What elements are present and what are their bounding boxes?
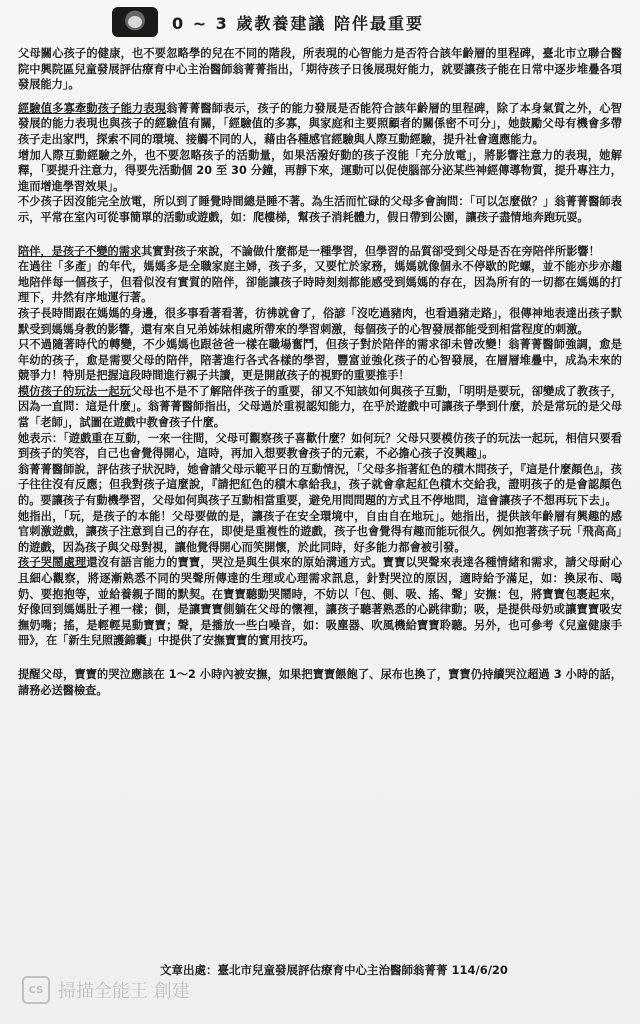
paragraph-5 xyxy=(18,244,622,260)
paragraph-8: 只不過隨著時代的轉變，不少媽媽也跟爸爸一樣在職場奮鬥，但孩子對於陪伴的需求卻未曾改變！翁菁菁醫師強調，愈是年幼的孩子，愈是需要父母的陪伴，陪著進行各式各樣的學習，豐富並強化孩子的心智發展，在層層堆疊中，成為未來的競爭力！特別是把握這段時間進行親子共讀，更是開啟孩子的視野的重要推手！ xyxy=(18,338,622,383)
paragraph-9-text: 父母也不是不了解陪伴孩子的重要，卻又不知該如何與孩子互動，「明明是要玩，卻變成了教孩子，因為一直問：這是什麼」。翁菁菁醫師指出，父母過於重視認知能力，在乎於遊戲中可讓孩子學到什麼，於是常玩的是父母當「老師」，試圖在遊戲中教會孩子什麼。 xyxy=(18,384,622,430)
paragraph-3: 增加人際互動經驗之外，也不要忽略孩子的活動量，如果活潑好動的孩子沒能「充分放電」，將影響注意力的表現，她解釋，「要提升注意力，得要先活動個 20 至 30 分鐘，再靜下來，運動可以促使腦部分泌某些神經傳導物質，提升專注力，進而增進學習效果」。 xyxy=(18,148,622,193)
paragraph-11: 翁菁菁醫師說，評估孩子狀況時，她會請父母示範平日的互動情況，「父母多指著紅色的積木問孩子，『這是什麼顏色』，孩子往往沒有反應；但我對孩子這麼說，『請把紅色的積木拿給我』，孩子就會拿起紅色積木交給我，證明孩子的是會認顏色的。要讓孩子有動機學習，父母如何與孩子互動相當重要，避免用問問題的方式且不停地問，這會讓孩子不想再玩下去」。 xyxy=(18,462,622,508)
camscanner-icon: CS xyxy=(22,976,50,1004)
paragraph-13-text: 還沒有語言能力的寶寶，哭泣是與生俱來的原始溝通方式。寶寶以哭聲來表達各種情緒和需求，請父母耐心且細心觀察，將逐漸熟悉不同的哭聲所傳達的生理或心理需求訊息，針對哭泣的原因，適時給予滿足，如：換尿布、喝奶、要抱抱等，並給養親子間的默契。在寶寶聽動哭鬧時，不妨以「包、側、吸、搖、聲」安撫：包，將寶寶包裹起來，好像回到媽媽肚子裡一樣；側，是讓寶寶側躺在父母的懷裡，讓孩子聽著熟悉的心跳律動；吸，是提供母奶或讓寶寶吸安撫奶嘴；搖，是輕輕晃動寶寶；聲，是播放一些白噪音，如：吸塵器、吹風機給寶寶聆聽。另外，也可參考《兒童健康手冊》，在「新生兒照護錦囊」中提供了安撫寶寶的實用技巧。 xyxy=(18,556,622,648)
paragraph-2 xyxy=(18,101,622,148)
paragraph-13-heading: 孩子哭鬧處理 xyxy=(18,556,87,570)
logo-image xyxy=(112,7,158,37)
paragraph-7: 孩子長時間跟在媽媽的身邊，很多事看著看著，彷彿就會了，俗諺「沒吃過豬肉，也看過豬走路」，很傳神地表達出孩子默默受到媽媽身教的影響，還有來自兄弟姊妹相處所帶來的學習刺激，每個孩子的心智發展都能受到相當程度的刺激。 xyxy=(18,306,622,336)
paragraph-12: 她指出，「玩，是孩子的本能！父母要做的是，讓孩子在安全環境中，自由自在地玩」。她指出，提供該年齡層有興趣的感官刺激遊戲，讓孩子注意到自己的存在，即使是重複性的遊戲，孩子也會覺得有趣而能玩很久。例如抱著孩子玩「飛高高」的遊戲，因為孩子與父母對視，讓他覺得開心而笑開懷，於此同時，好多能力都會被引發。 xyxy=(18,509,622,554)
paragraph-6: 在過往「多產」的年代，媽媽多是全職家庭主婦，孩子多，又要忙於家務，媽媽就像個永不停歇的陀螺，並不能亦步亦趨地陪伴每一個孩子，但看似沒有實質的陪伴，卻能讓孩子時時刻刻都能感受到媽媽的存在，因為所有的一切都在媽媽的打理下，井然有序地運行著。 xyxy=(18,260,622,305)
page-header xyxy=(112,4,424,40)
paragraph-4: 不少孩子因沒能完全放電，所以到了睡覺時間總是睡不著。為生活而忙碌的父母多會詢問：「可以怎麼做？」翁菁菁醫師表示，平常在室內可從事簡單的活動或遊戲，如：爬樓梯，幫孩子消耗體力，假日帶到公園，讓孩子盡情地奔跑玩耍。 xyxy=(18,195,622,224)
paragraph-9-heading: 模仿孩子的玩法一起玩 xyxy=(18,384,131,398)
paragraph-13 xyxy=(18,555,622,649)
paragraph-14: 提醒父母，寶寶的哭泣應該在 1～2 小時內被安撫，如果把寶寶餵飽了、尿布也換了，寶寶仍持續哭泣超過 3 小時的話，請務必送醫檢查。 xyxy=(18,667,622,697)
page-title: 0 ~ 3 歲教養建議 陪伴最重要 xyxy=(172,13,424,33)
article-body xyxy=(18,46,622,706)
watermark-text: 掃描全能王 創建 xyxy=(58,981,190,1002)
paragraph-5-heading: 陪伴，是孩子不變的需求 xyxy=(18,244,142,258)
paragraph-10: 她表示：「遊戲重在互動，一來一往間，父母可觀察孩子喜歡什麼？如何玩？父母只要模仿孩子的玩法一起玩，相信只要看到孩子的笑容，自己也會覺得開心，這時，再加入想要教會孩子的元素，不必擔心孩子沒興趣」。 xyxy=(18,431,622,461)
paragraph-intro: 父母關心孩子的健康，也不要忽略學的兒在不同的階段，所表現的心智能力是否符合該年齡層的里程碑，臺北市立聯合醫院中興院區兒童發展評估療育中心主治醫師翁菁菁指出，「期待孩子日後展現好能力，就要讓孩子能在日常中逐步堆疊各項發展能力」。 xyxy=(18,47,622,92)
paragraph-9 xyxy=(18,384,622,431)
scanner-watermark xyxy=(22,976,190,1004)
paragraph-2-heading: 經驗值多寡牽動孩子能力表現 xyxy=(18,101,167,115)
paragraph-2-text: 翁菁菁醫師表示，孩子的能力發展是否能符合該年齡層的里程碑，除了本身氣質之外，心智發展的能力表現也與孩子的經驗值有關，「經驗值的多寡，與家庭和主要照顧者的關係密不可分」，她鼓勵父母有機會多帶孩子走出家門，探索不同的環境、接觸不同的人，藉由各種感官經驗與人際互動經驗，提升社會適應能力。 xyxy=(18,101,622,146)
article-source: 文章出處：臺北市兒童發展評估療育中心主治醫師翁菁菁 114/6/20 xyxy=(160,963,508,977)
paragraph-5-text: 其實對孩子來說，不論做什麼都是一種學習，但學習的品質卻受到父母是否在旁陪伴所影響！ xyxy=(141,244,600,258)
